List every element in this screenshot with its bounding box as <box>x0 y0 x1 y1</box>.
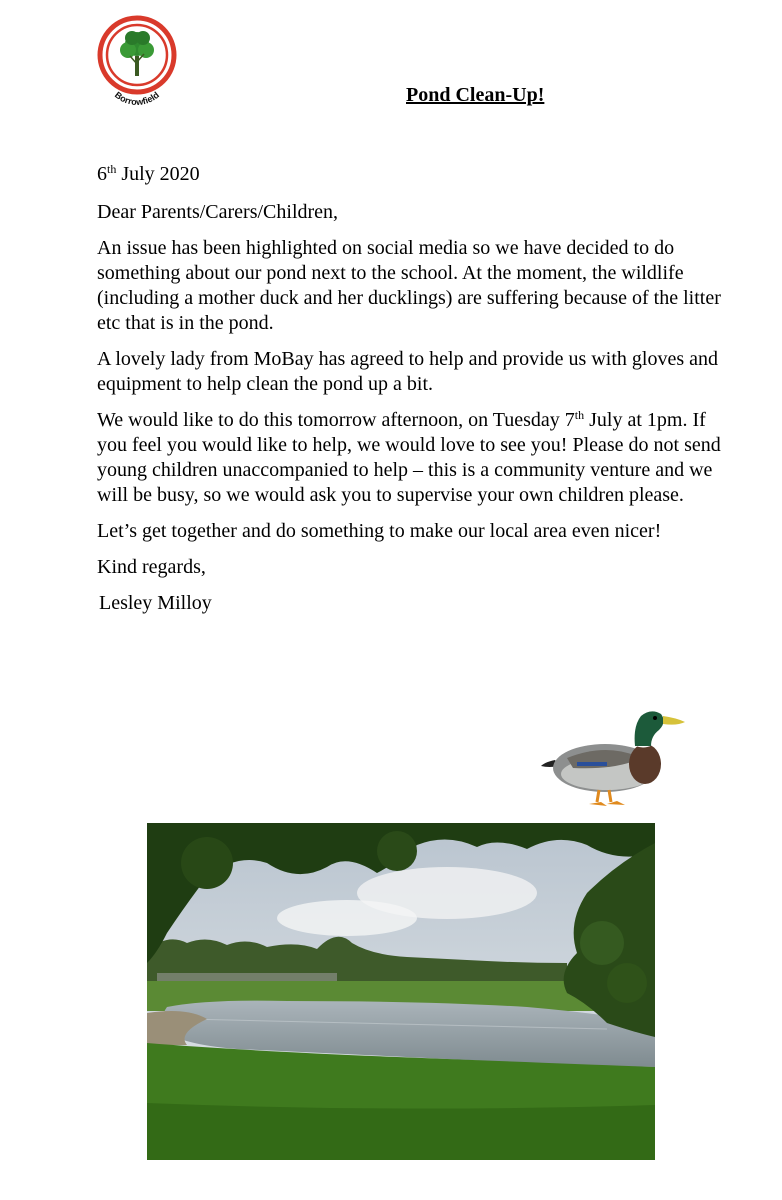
school-logo <box>96 14 178 106</box>
paragraph-issue: An issue has been highlighted on social media so we have decided to do something about our pond next to the school. At the moment, the wildlife (including a mother duck and her ducklings) are suffering because of the litter etc that is in the pond. <box>97 237 721 334</box>
paragraph-closing-call: Let’s get together and do something to make our local area even nicer! <box>97 520 662 542</box>
signature: Lesley Milloy <box>99 592 212 614</box>
logo-text: Borrowfield <box>112 89 162 106</box>
paragraph-event-details: We would like to do this tomorrow afternoon, on Tuesday 7th July at 1pm. If you feel you would like to help, we would love to see you! Please do not send young children unaccompanied to help – this is a community venture and we will be busy, so we would ask you to supervise your own children please. <box>97 408 721 506</box>
duck-illustration <box>537 704 687 818</box>
page-title: Pond Clean-Up! <box>406 84 545 106</box>
greeting: Dear Parents/Carers/Children, <box>97 201 339 223</box>
letter-date: 6th July 2020 <box>97 162 200 185</box>
closing: Kind regards, <box>97 556 206 578</box>
pond-photo <box>147 823 655 1160</box>
letter-body <box>97 162 737 627</box>
paragraph-mobay: A lovely lady from MoBay has agreed to help and provide us with gloves and equipment to help clean the pond up a bit. <box>97 348 718 395</box>
